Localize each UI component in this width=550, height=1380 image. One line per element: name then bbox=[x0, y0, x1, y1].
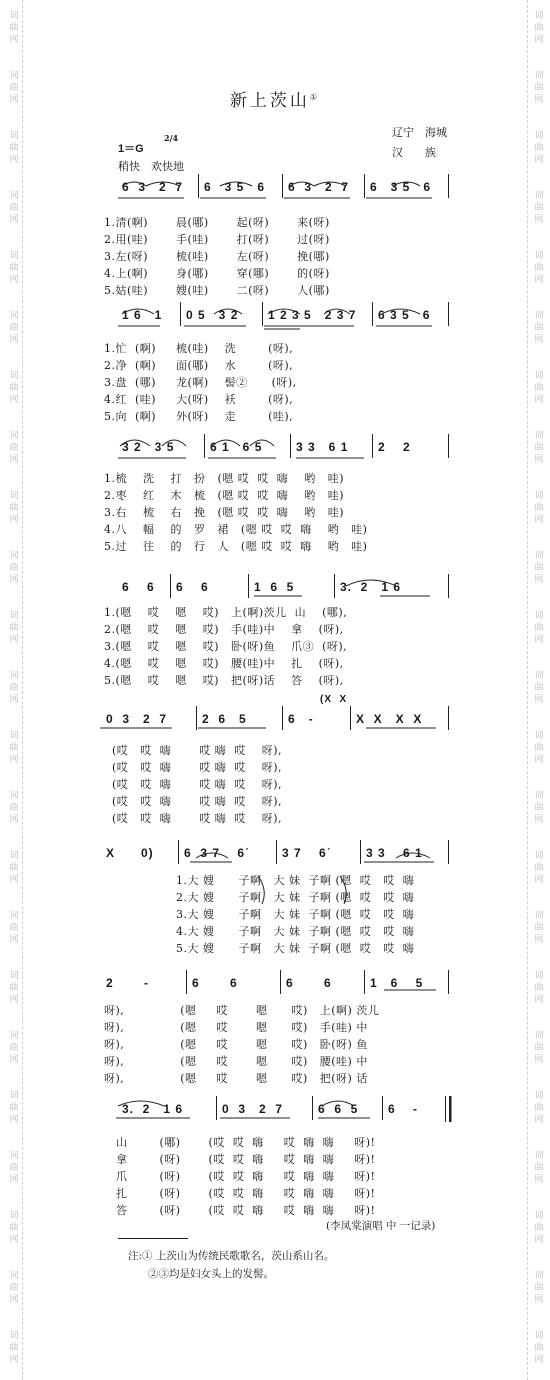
tempo-marking: 稍快 欢快地 bbox=[118, 160, 184, 173]
barline bbox=[290, 434, 291, 458]
measure-notes: 2 6 5 bbox=[202, 712, 247, 726]
watermark-char: 词 bbox=[534, 371, 544, 381]
measure-notes: 6 1 6 5 bbox=[210, 440, 263, 454]
lyric-line: 3.(嗯 哎 嗯 哎) 卧(呀)鱼 爪③ (呀), bbox=[104, 640, 348, 653]
watermark-char: 网 bbox=[534, 935, 544, 945]
lyric-line: 5.大 嫂 子啊 大 妹 子啊 (嗯 哎 哎 嗨 bbox=[176, 942, 415, 955]
watermark-char: 词 bbox=[534, 1331, 544, 1341]
watermark-char: 曲 bbox=[9, 983, 19, 993]
watermark-char: 网 bbox=[534, 815, 544, 825]
lyric-line: 2.(嗯 哎 嗯 哎) 手(哇)中 拿 (呀), bbox=[104, 623, 344, 636]
watermark-char: 词 bbox=[534, 611, 544, 621]
barline bbox=[280, 970, 281, 994]
watermark-char: 网 bbox=[9, 815, 19, 825]
measure-notes: 6 6 bbox=[286, 976, 332, 990]
lyric-line: 5.过 往 的 行 人 (嗯 哎 哎 嗨 哟 哇) bbox=[104, 540, 368, 553]
lyric-line: 3.右 梳 右 挽 (嗯 哎 哎 嗨 哟 哇) bbox=[104, 506, 344, 519]
watermark-char: 曲 bbox=[9, 923, 19, 933]
barline bbox=[204, 434, 205, 458]
watermark-char: 曲 bbox=[534, 863, 544, 873]
barline bbox=[282, 706, 283, 730]
watermark-char: 网 bbox=[9, 1235, 19, 1245]
watermark-char: 曲 bbox=[534, 263, 544, 273]
measure-notes: 1 6 5 bbox=[370, 976, 424, 990]
watermark-char: 词 bbox=[534, 491, 544, 501]
watermark-char: 词 bbox=[534, 1271, 544, 1281]
watermark-char: 曲 bbox=[534, 143, 544, 153]
watermark-char: 词 bbox=[534, 971, 544, 981]
watermark-char: 词 bbox=[534, 71, 544, 81]
measure-notes: 6 3 5 6 bbox=[370, 180, 432, 194]
watermark-char: 词 bbox=[9, 431, 19, 441]
watermark-mark bbox=[3, 790, 25, 826]
watermark-mark bbox=[528, 10, 550, 46]
watermark-char: 网 bbox=[9, 215, 19, 225]
watermark-char: 词 bbox=[9, 251, 19, 261]
watermark-char: 网 bbox=[9, 155, 19, 165]
watermark-char: 词 bbox=[9, 911, 19, 921]
watermark-char: 网 bbox=[534, 755, 544, 765]
watermark-mark bbox=[528, 190, 550, 226]
lyric-line: 爪 (呀) (哎 哎 嗨 哎 嗨 嗨 呀)! bbox=[116, 1170, 376, 1183]
watermark-mark bbox=[3, 910, 25, 946]
watermark-char: 曲 bbox=[9, 263, 19, 273]
watermark-char: 曲 bbox=[9, 563, 19, 573]
final-barline bbox=[449, 1096, 452, 1122]
watermark-char: 词 bbox=[9, 611, 19, 621]
watermark-mark bbox=[3, 190, 25, 226]
barline bbox=[448, 574, 449, 598]
lyric-line: 呀), (嗯 哎 嗯 哎) 把(呀) 话 bbox=[104, 1072, 368, 1085]
watermark-char: 词 bbox=[534, 191, 544, 201]
watermark-mark bbox=[3, 970, 25, 1006]
watermark-char: 曲 bbox=[534, 503, 544, 513]
watermark-char: 网 bbox=[534, 575, 544, 585]
watermark-mark bbox=[528, 790, 550, 826]
watermark-char: 曲 bbox=[534, 1223, 544, 1233]
watermark-char: 词 bbox=[9, 131, 19, 141]
lyric-line: 1.(嗯 哎 嗯 哎) 上(啊)茨儿 山 (哪), bbox=[104, 606, 348, 619]
watermark-char: 词 bbox=[9, 851, 19, 861]
watermark-char: 网 bbox=[534, 635, 544, 645]
watermark-char: 词 bbox=[9, 11, 19, 21]
watermark-char: 网 bbox=[9, 995, 19, 1005]
watermark-char: 曲 bbox=[9, 743, 19, 753]
barline bbox=[186, 970, 187, 994]
lyric-line: 答 (呀) (哎 哎 嗨 哎 嗨 嗨 呀)! bbox=[116, 1204, 376, 1217]
watermark-char: 网 bbox=[534, 335, 544, 345]
watermark-char: 词 bbox=[9, 1091, 19, 1101]
barline bbox=[372, 434, 373, 458]
watermark-char: 网 bbox=[9, 455, 19, 465]
watermark-char: 曲 bbox=[9, 23, 19, 33]
watermark-mark bbox=[3, 610, 25, 646]
watermark-char: 曲 bbox=[534, 1283, 544, 1293]
watermark-char: 词 bbox=[9, 551, 19, 561]
barline bbox=[178, 840, 179, 864]
watermark-char: 词 bbox=[534, 1091, 544, 1101]
watermark-char: 曲 bbox=[9, 623, 19, 633]
barline bbox=[364, 970, 365, 994]
watermark-char: 词 bbox=[9, 1211, 19, 1221]
watermark-char: 词 bbox=[534, 131, 544, 141]
watermark-char: 曲 bbox=[9, 1163, 19, 1173]
measure-notes: 2 - bbox=[106, 976, 150, 990]
watermark-char: 网 bbox=[534, 275, 544, 285]
measure-notes: 2 2 bbox=[378, 440, 411, 454]
watermark-mark bbox=[528, 430, 550, 466]
watermark-char: 词 bbox=[534, 251, 544, 261]
watermark-char: 网 bbox=[9, 1175, 19, 1185]
watermark-char: 词 bbox=[534, 11, 544, 21]
watermark-mark bbox=[3, 670, 25, 706]
key-signature: 1＝G bbox=[118, 143, 144, 155]
watermark-char: 网 bbox=[534, 1115, 544, 1125]
barline bbox=[382, 1096, 383, 1120]
watermark-mark bbox=[3, 1150, 25, 1186]
watermark-char: 曲 bbox=[9, 443, 19, 453]
measure-notes: 0 3 2 7 bbox=[222, 1102, 284, 1116]
barline bbox=[312, 1096, 313, 1120]
watermark-char: 曲 bbox=[534, 1103, 544, 1113]
measure-notes: 6 6 bbox=[192, 976, 238, 990]
lyric-line: (哎 哎 嗨 哎 嗨 哎 呀), bbox=[112, 812, 283, 825]
lyric-line: 2.枣 红 木 梳 (嗯 哎 哎 嗨 哟 哇) bbox=[104, 489, 344, 502]
barline bbox=[448, 302, 449, 326]
watermark-mark bbox=[3, 1270, 25, 1306]
lyric-line: 4.红 (哇) 大(呀) 袄 (呀), bbox=[104, 393, 294, 406]
lyric-line: 1.忙 (啊) 梳(哇) 洗 (呀), bbox=[104, 342, 294, 355]
watermark-mark bbox=[3, 430, 25, 466]
watermark-char: 词 bbox=[534, 911, 544, 921]
measure-notes: X 0) bbox=[106, 846, 154, 860]
watermark-mark bbox=[528, 910, 550, 946]
watermark-mark bbox=[528, 730, 550, 766]
watermark-char: 曲 bbox=[534, 983, 544, 993]
watermark-char: 词 bbox=[534, 1211, 544, 1221]
barline bbox=[248, 574, 249, 598]
watermark-char: 网 bbox=[9, 935, 19, 945]
watermark-char: 曲 bbox=[9, 143, 19, 153]
barline bbox=[360, 840, 361, 864]
watermark-mark bbox=[528, 970, 550, 1006]
watermark-char: 网 bbox=[534, 1295, 544, 1305]
measure-notes: 3 2 3 5 bbox=[122, 440, 175, 454]
barline bbox=[170, 574, 171, 598]
watermark-mark bbox=[3, 730, 25, 766]
measure-notes: 6 - bbox=[288, 712, 314, 726]
watermark-char: 曲 bbox=[534, 1343, 544, 1353]
barline bbox=[334, 574, 335, 598]
watermark-char: 词 bbox=[534, 731, 544, 741]
watermark-char: 词 bbox=[9, 1031, 19, 1041]
watermark-char: 曲 bbox=[9, 803, 19, 813]
watermark-mark bbox=[528, 850, 550, 886]
watermark-char: 词 bbox=[534, 1031, 544, 1041]
lyric-line: 3.左(呀) 梳(哇) 左(呀) 挽(哪) bbox=[104, 250, 330, 263]
measure-notes: 6 6 bbox=[176, 580, 209, 594]
barline bbox=[198, 174, 199, 198]
watermark-char: 网 bbox=[9, 755, 19, 765]
lyric-line: 山 (哪) (哎 哎 嗨 哎 嗨 嗨 呀)! bbox=[116, 1136, 376, 1149]
footnote-2: ②③均是妇女头上的发髻。 bbox=[148, 1268, 274, 1280]
watermark-char: 词 bbox=[9, 1151, 19, 1161]
measure-notes: 6 3 2 7 bbox=[122, 180, 184, 194]
region-label: 辽宁 海城 bbox=[392, 126, 447, 139]
lyric-line: 1.大 嫂 子啊 大 妹 子啊 (嗯 哎 哎 嗨 bbox=[176, 874, 415, 887]
watermark-char: 曲 bbox=[9, 1043, 19, 1053]
watermark-char: 曲 bbox=[534, 743, 544, 753]
lyric-line: 呀), (嗯 哎 嗯 哎) 上(啊) 茨儿 bbox=[104, 1004, 380, 1017]
lyric-line: 呀), (嗯 哎 嗯 哎) 手(哇) 中 bbox=[104, 1021, 368, 1034]
watermark-mark bbox=[528, 1030, 550, 1066]
measure-notes: 3 3 6 1 bbox=[296, 440, 349, 454]
watermark-char: 网 bbox=[534, 215, 544, 225]
watermark-char: 曲 bbox=[534, 803, 544, 813]
watermark-char: 网 bbox=[534, 35, 544, 45]
watermark-char: 曲 bbox=[534, 323, 544, 333]
watermark-char: 词 bbox=[534, 431, 544, 441]
measure-notes: 6 3 2 7 bbox=[288, 180, 350, 194]
watermark-char: 网 bbox=[9, 515, 19, 525]
measure-notes: 6 6 bbox=[122, 580, 155, 594]
watermark-char: 曲 bbox=[534, 623, 544, 633]
watermark-char: 曲 bbox=[9, 863, 19, 873]
watermark-char: 曲 bbox=[9, 323, 19, 333]
watermark-char: 曲 bbox=[534, 383, 544, 393]
final-barline-thin bbox=[445, 1096, 446, 1122]
lyric-line: 3.盘 (哪) 龙(啊) 髻② (呀), bbox=[104, 376, 297, 389]
watermark-char: 词 bbox=[9, 371, 19, 381]
watermark-char: 网 bbox=[534, 515, 544, 525]
watermark-mark bbox=[528, 1210, 550, 1246]
watermark-mark bbox=[528, 1330, 550, 1366]
watermark-char: 网 bbox=[534, 995, 544, 1005]
watermark-char: 词 bbox=[9, 1271, 19, 1281]
watermark-char: 网 bbox=[534, 455, 544, 465]
watermark-char: 词 bbox=[9, 71, 19, 81]
watermark-mark bbox=[3, 1330, 25, 1366]
lyric-line: 呀), (嗯 哎 嗯 哎) 腰(哇) 中 bbox=[104, 1055, 368, 1068]
barline bbox=[448, 174, 449, 198]
watermark-char: 曲 bbox=[9, 1223, 19, 1233]
watermark-char: 曲 bbox=[534, 23, 544, 33]
watermark-mark bbox=[3, 10, 25, 46]
watermark-char: 词 bbox=[9, 191, 19, 201]
watermark-char: 曲 bbox=[534, 83, 544, 93]
lyric-line: 5.姑(哇) 嫂(哇) 二(呀) 人(哪) bbox=[104, 284, 330, 297]
watermark-char: 曲 bbox=[534, 923, 544, 933]
watermark-char: 曲 bbox=[534, 443, 544, 453]
watermark-char: 词 bbox=[534, 551, 544, 561]
watermark-mark bbox=[528, 490, 550, 526]
watermark-mark bbox=[3, 1030, 25, 1066]
barline bbox=[448, 970, 449, 994]
watermark-mark bbox=[3, 850, 25, 886]
watermark-char: 网 bbox=[534, 95, 544, 105]
barline bbox=[216, 1096, 217, 1120]
watermark-char: 曲 bbox=[9, 503, 19, 513]
lyric-line: 1.梳 洗 打 扮 (嗯 哎 哎 嗨 哟 哇) bbox=[104, 472, 344, 485]
measure-notes: 6 3 5 6 bbox=[204, 180, 266, 194]
watermark-char: 网 bbox=[9, 35, 19, 45]
watermark-mark bbox=[528, 1150, 550, 1186]
barline bbox=[364, 174, 365, 198]
watermark-char: 词 bbox=[534, 1151, 544, 1161]
barline bbox=[448, 434, 449, 458]
measure-notes: 3. 2 1 6 bbox=[122, 1102, 184, 1116]
lyric-line: (哎 哎 嗨 哎 嗨 哎 呀), bbox=[112, 778, 283, 791]
watermark-mark bbox=[528, 1270, 550, 1306]
watermark-char: 网 bbox=[9, 695, 19, 705]
time-signature-value: 2/4 bbox=[164, 133, 179, 143]
watermark-mark bbox=[528, 1090, 550, 1126]
lyric-line: 2.用(哇) 手(哇) 打(呀) 过(呀) bbox=[104, 233, 330, 246]
measure-notes: 1 6 5 bbox=[254, 580, 295, 594]
lyric-line: 4.(嗯 哎 嗯 哎) 腰(哇)中 扎 (呀), bbox=[104, 657, 344, 670]
watermark-char: 网 bbox=[9, 635, 19, 645]
barline bbox=[350, 706, 351, 730]
barline bbox=[180, 302, 181, 326]
barline bbox=[196, 706, 197, 730]
watermark-char: 网 bbox=[9, 335, 19, 345]
watermark-char: 词 bbox=[534, 851, 544, 861]
watermark-char: 网 bbox=[534, 1355, 544, 1365]
watermark-mark bbox=[528, 670, 550, 706]
measure-notes: 3. 2 1 6 bbox=[340, 580, 402, 594]
watermark-char: 词 bbox=[9, 971, 19, 981]
watermark-char: 网 bbox=[9, 1055, 19, 1065]
measure-notes: 3 3 6 1 bbox=[366, 846, 423, 860]
watermark-char: 网 bbox=[9, 1115, 19, 1125]
watermark-mark bbox=[528, 370, 550, 406]
measure-notes: 6 3 5 6 bbox=[378, 308, 431, 322]
watermark-mark bbox=[3, 130, 25, 166]
watermark-char: 词 bbox=[9, 671, 19, 681]
watermark-char: 网 bbox=[534, 695, 544, 705]
watermark-mark bbox=[528, 250, 550, 286]
lyric-line: 扎 (呀) (哎 哎 嗨 哎 嗨 嗨 呀)! bbox=[116, 1187, 376, 1200]
watermark-char: 网 bbox=[9, 1355, 19, 1365]
watermark-mark bbox=[3, 550, 25, 586]
lyric-line: 4.大 嫂 子啊 大 妹 子啊 (嗯 哎 哎 嗨 bbox=[176, 925, 415, 938]
watermark-mark bbox=[3, 370, 25, 406]
watermark-char: 曲 bbox=[534, 563, 544, 573]
lyric-line: 2.大 嫂 子啊 大 妹 子啊 (嗯 哎 哎 嗨 bbox=[176, 891, 415, 904]
watermark-char: 网 bbox=[534, 1235, 544, 1245]
watermark-mark bbox=[3, 490, 25, 526]
song-title: 新上茨山① bbox=[229, 91, 321, 111]
watermark-char: 网 bbox=[534, 1175, 544, 1185]
watermark-mark bbox=[528, 310, 550, 346]
watermark-char: 词 bbox=[9, 731, 19, 741]
watermark-mark bbox=[528, 550, 550, 586]
watermark-char: 曲 bbox=[9, 83, 19, 93]
lyric-line: 1.清(啊) 晨(哪) 起(呀) 来(呀) bbox=[104, 216, 330, 229]
watermark-char: 网 bbox=[9, 95, 19, 105]
lyric-line: (哎 哎 嗨 哎 嗨 哎 呀), bbox=[112, 744, 283, 757]
watermark-mark bbox=[528, 610, 550, 646]
watermark-char: 网 bbox=[9, 395, 19, 405]
measure-notes: 6 6 5 bbox=[318, 1102, 359, 1116]
barline bbox=[448, 706, 449, 730]
watermark-char: 词 bbox=[534, 311, 544, 321]
lyric-line: 5.(嗯 哎 嗯 哎) 把(呀)话 答 (呀), bbox=[104, 674, 344, 687]
measure-notes: 6 3 7 6˙ bbox=[184, 846, 251, 860]
watermark-mark bbox=[3, 1210, 25, 1246]
watermark-char: 网 bbox=[534, 395, 544, 405]
rest-bracket: (X X bbox=[320, 694, 348, 705]
watermark-char: 网 bbox=[534, 875, 544, 885]
barline bbox=[276, 840, 277, 864]
ethnicity-label: 汉 族 bbox=[392, 146, 436, 159]
time-signature bbox=[164, 134, 178, 142]
measure-notes: 1 6 1 bbox=[122, 308, 163, 322]
watermark-char: 曲 bbox=[534, 683, 544, 693]
lyric-line: 2.净 (啊) 面(哪) 水 (呀), bbox=[104, 359, 294, 372]
watermark-char: 网 bbox=[534, 155, 544, 165]
lyric-line: (哎 哎 嗨 哎 嗨 哎 呀), bbox=[112, 761, 283, 774]
watermark-char: 曲 bbox=[9, 1103, 19, 1113]
measure-notes: 0 5 3 2 bbox=[186, 308, 239, 322]
watermark-char: 曲 bbox=[9, 1343, 19, 1353]
barline bbox=[448, 840, 449, 864]
watermark-char: 曲 bbox=[9, 383, 19, 393]
lyric-line: 呀), (嗯 哎 嗯 哎) 卧(呀) 鱼 bbox=[104, 1038, 368, 1051]
barline bbox=[282, 174, 283, 198]
lyric-line: 3.大 嫂 子啊 大 妹 子啊 (嗯 哎 哎 嗨 bbox=[176, 908, 415, 921]
watermark-mark bbox=[3, 1090, 25, 1126]
watermark-char: 词 bbox=[9, 311, 19, 321]
watermark-char: 网 bbox=[9, 1295, 19, 1305]
watermark-char: 网 bbox=[9, 575, 19, 585]
barline bbox=[372, 302, 373, 326]
watermark-char: 网 bbox=[9, 875, 19, 885]
lyric-line: (哎 哎 嗨 哎 嗨 哎 呀), bbox=[112, 795, 283, 808]
watermark-char: 曲 bbox=[9, 1283, 19, 1293]
watermark-char: 曲 bbox=[534, 1163, 544, 1173]
measure-notes: 3 7 6˙ bbox=[282, 846, 332, 860]
measure-notes: 6 - bbox=[388, 1102, 419, 1116]
watermark-mark bbox=[3, 310, 25, 346]
measure-notes: 0 3 2 7 bbox=[106, 712, 168, 726]
barline bbox=[262, 302, 263, 326]
watermark-mark bbox=[3, 250, 25, 286]
watermark-char: 词 bbox=[9, 1331, 19, 1341]
footnote-rule bbox=[118, 1238, 188, 1239]
watermark-char: 词 bbox=[534, 671, 544, 681]
watermark-mark bbox=[528, 130, 550, 166]
watermark-char: 网 bbox=[9, 275, 19, 285]
watermark-char: 词 bbox=[534, 791, 544, 801]
lyric-line: 4.上(啊) 身(哪) 穿(哪) 的(呀) bbox=[104, 267, 330, 280]
lyric-line: 拿 (呀) (哎 哎 嗨 哎 嗨 嗨 呀)! bbox=[116, 1153, 376, 1166]
watermark-char: 曲 bbox=[534, 203, 544, 213]
measure-notes: 1 2 3 5 2 3 7 bbox=[268, 308, 357, 322]
lyric-line: 4.八 幅 的 罗 裙 (嗯 哎 哎 嗨 哟 哇) bbox=[104, 523, 368, 536]
watermark-char: 词 bbox=[9, 791, 19, 801]
watermark-char: 曲 bbox=[9, 203, 19, 213]
watermark-char: 词 bbox=[9, 491, 19, 501]
watermark-char: 曲 bbox=[534, 1043, 544, 1053]
lyric-line: 5.向 (啊) 外(呀) 走 (哇), bbox=[104, 410, 294, 423]
performer-credit: (李凤棠演唱 中 一记录) bbox=[326, 1220, 436, 1232]
footnote-1: 注:① 上茨山为传统民歌歌名，茨山系山名。 bbox=[128, 1250, 335, 1262]
measure-notes: X X X X bbox=[356, 712, 423, 726]
watermark-char: 曲 bbox=[9, 683, 19, 693]
watermark-char: 网 bbox=[534, 1055, 544, 1065]
